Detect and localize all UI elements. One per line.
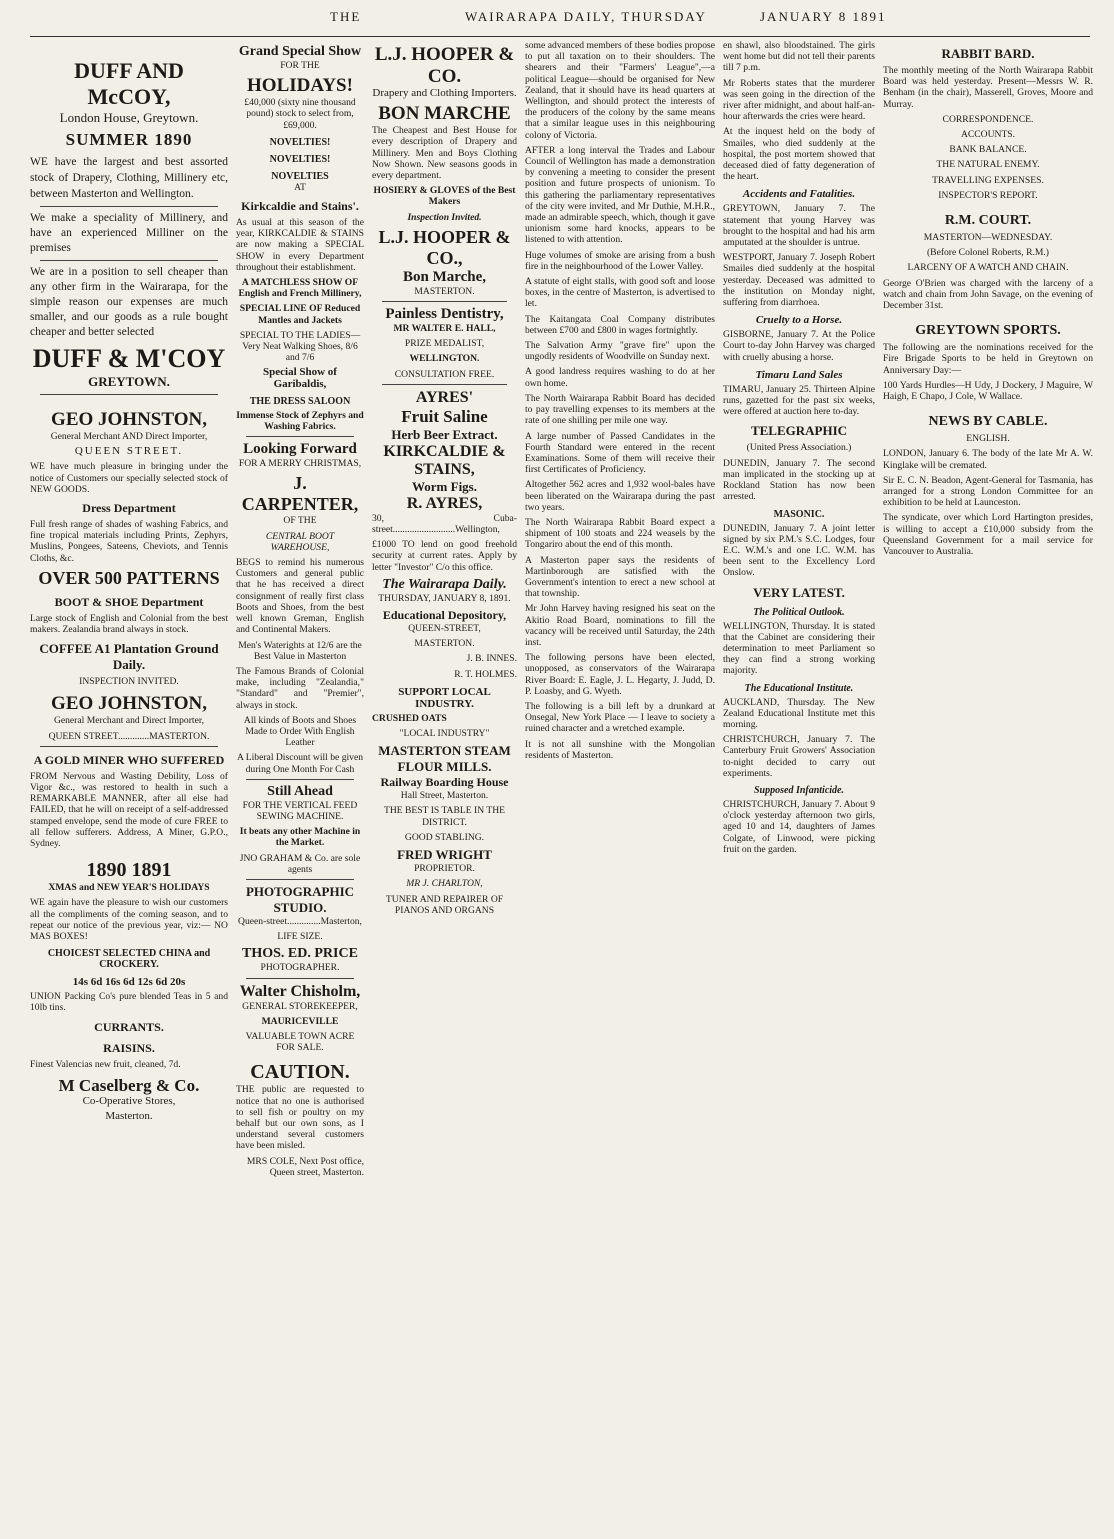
hall-street: Hall Street, Masterton. <box>400 790 489 802</box>
cuba-street: 30, Cuba-street..........................Wellington, <box>372 512 517 536</box>
kirkcaldie-heading: Kirkcaldie and Stains'. <box>241 199 359 214</box>
novelties-3: NOVELTIES <box>271 170 329 182</box>
paper-date: THURSDAY, JANUARY 8, 1891. <box>378 592 511 604</box>
land-sales-heading: Timaru Land Sales <box>755 368 843 381</box>
mauriceville: MAURICEVILLE <box>261 1015 339 1027</box>
shop-town: GREYTOWN. <box>88 374 170 389</box>
news-paragraph: DUNEDIN, January 7. The second man implicated in the stocking up at Rockland Station has now been arrested. <box>723 457 875 503</box>
boarding-house: Railway Boarding House <box>380 775 509 790</box>
larceny-heading: LARCENY OF A WATCH AND CHAIN. <box>907 262 1069 274</box>
holmes-sign: R. T. HOLMES. <box>454 668 517 680</box>
show-title: Grand Special Show <box>238 44 362 59</box>
column-5 <box>723 40 875 1535</box>
news-paragraph: Mr John Harvey having resigned his seat on the Akitio Road Board, nominations to fill the vacancy will be received until Saturday, the 24th inst. <box>525 603 715 648</box>
news-paragraph: A statute of eight stalls, with good soft and loose boxes, in the centre of Masterton, is advertised to let. <box>525 276 715 310</box>
worm-figs: Worm Figs. <box>412 478 477 494</box>
sports-heading: GREYTOWN SPORTS. <box>915 323 1061 339</box>
looking-forward: Looking Forward <box>243 441 357 458</box>
warehouse-heading: CENTRAL BOOT WAREHOUSE, <box>265 530 335 553</box>
masterton-2: MASTERTON. <box>414 638 475 650</box>
millinery-notice: We make a speciality of Millinery, and have an experienced Milliner on the premises <box>30 212 228 254</box>
millinery-show: A MATCHLESS SHOW OF English and French Millinery, <box>238 277 362 300</box>
geo-street: QUEEN STREET. <box>74 445 184 458</box>
shop-intro: WE have the largest and best assorted stock of Drapery, Clothing, Millinery etc, between Masterton and Wellington. <box>30 156 228 200</box>
institute-heading: The Educational Institute. <box>744 682 854 694</box>
raisins-heading: RAISINS. <box>103 1040 155 1055</box>
currants-heading: CURRANTS. <box>94 1019 164 1034</box>
photographer-name: THOS. ED. PRICE <box>242 946 358 962</box>
bon-marche-2: Bon Marche, <box>402 268 487 285</box>
ayres-2: R. AYRES, <box>406 494 483 512</box>
caution-body: THE public are requested to notice that no one is authorised to sell fish or poultry on my behalf but our own sons, as I understand several customers have been misled. <box>236 1084 364 1152</box>
hosiery-heading: HOSIERY & GLOVES of the Best Makers <box>373 185 516 208</box>
herb-beer: Herb Beer Extract. <box>391 426 498 442</box>
correspondence-heading: CORRESPONDENCE. <box>942 113 1034 125</box>
prize-medalist: PRIZE MEDALIST, <box>404 338 485 350</box>
photo-address: Queen-street..............Masterton, <box>238 915 362 927</box>
news-paragraph: TIMARU, January 25. Thirteen Alpine runs, gazetted for the past six weeks, were offered at auction here to-day. <box>723 383 875 418</box>
news-paragraph: DUNEDIN, January 7. A joint letter signed by six P.M.'s S.C. Lodges, four E.C. W.M.'s and one I.C. W.M. has been sent to the Excellency Lord Onslow. <box>723 522 875 579</box>
dress-heading: Dress Department <box>82 501 176 516</box>
inspector-heading: INSPECTOR'S REPORT. <box>938 189 1038 201</box>
court-location: MASTERTON—WEDNESDAY. <box>923 232 1053 244</box>
queen-street: QUEEN-STREET, <box>408 623 481 635</box>
news-paragraph: The monthly meeting of the North Wairarapa Rabbit Board was held yesterday. Present—Messrs W. R. Benham (in the chair), Masserell, Groves, Moore and Murray. <box>883 65 1093 110</box>
carpenter-title: J. CARPENTER, <box>241 473 359 515</box>
divider <box>382 301 507 302</box>
crockery-notice: CHOICEST SELECTED CHINA and CROCKERY. <box>47 948 211 971</box>
press-association: (United Press Association.) <box>746 442 852 454</box>
caution-signature: MRS COLE, Next Post office, Queen street, Masterton. <box>246 1155 364 1178</box>
dentistry-title: Painless Dentistry, <box>385 306 504 323</box>
shop-title: DUFF AND McCOY, <box>74 58 184 109</box>
made-to-order: All kinds of Boots and Shoes Made to Order With English Leather <box>243 714 357 749</box>
mantles-heading: SPECIAL LINE OF Reduced Mantles and Jackets <box>239 303 361 326</box>
news-paragraph: Huge volumes of smoke are arising from a bush fire in the neighbourhood of the Lower Valley. <box>525 249 715 272</box>
divider <box>40 260 218 261</box>
court-before: (Before Colonel Roberts, R.M.) <box>926 247 1050 259</box>
for-the: FOR THE <box>280 60 320 71</box>
coffee-notice: COFFEE A1 Plantation Ground Daily. <box>39 641 219 673</box>
bon-body: The Cheapest and Best House for every description of Drapery and Millinery. Men and Boys Clothing Now Shown. New seasons goods in every department. <box>372 125 517 182</box>
photographer-title: PHOTOGRAPHER. <box>260 962 340 974</box>
geo-subtitle: General Merchant AND Direct Importer, <box>50 431 208 442</box>
divider <box>246 436 354 437</box>
final-line: Finest Valencias new fruit, cleaned, 7d. <box>30 1058 181 1070</box>
sewing-machine: FOR THE VERTICAL FEED SEWING MACHINE. <box>242 799 358 822</box>
masthead <box>0 0 1114 34</box>
fruit-saline: Fruit Saline <box>401 406 488 426</box>
flour-mills: MASTERTON STEAM FLOUR MILLS. <box>378 743 511 775</box>
kirkcaldie-body: As usual at this season of the year, KIRKCALDIE & STAINS are now making a SPECIAL SHOW in every Department throughout their establishment. <box>236 217 364 273</box>
kirkcaldie-2: KIRKCALDIE & STAINS, <box>383 442 506 478</box>
tuner: TUNER AND REPAIRER OF PIANOS AND ORGANS <box>385 893 504 916</box>
accidents-heading: Accidents and Fatalities. <box>742 188 856 201</box>
beats-heading: It beats any other Machine in the Market. <box>239 826 361 849</box>
tea-prices: 14s 6d 16s 6d 12s 6d 20s <box>72 976 186 989</box>
xmas-heading: XMAS and NEW YEAR'S HOLIDAYS <box>48 882 210 894</box>
boot-body: Large stock of English and Colonial from the best makers. Zealandia brand always in stock. <box>30 612 228 636</box>
boot-heading: BOOT & SHOE Department <box>54 594 204 609</box>
position-notice: We are in a position to sell cheaper than any other firm in the Wairarapa, for the simple reason our expenses are much smaller, and our goods as a rule bought cheaper and better selected <box>30 266 228 338</box>
discount-notice: A Liberal Discount will be given during One Month For Cash <box>236 752 364 775</box>
still-ahead: Still Ahead <box>267 783 333 799</box>
coop-subtitle: Co-Operative Stores, <box>82 1094 176 1107</box>
news-paragraph: The following is a bill left by a drunkard at Onsegal, New York Place — I leave to society a ruined character and a wretched example. <box>525 700 715 735</box>
rm-court-heading: R.M. COURT. <box>944 213 1032 229</box>
news-paragraph: A large number of Passed Candidates in the Fourth Standard were entered in the recent Examinations. Some of them will receive their first Certificates of Proficiency. <box>525 430 715 476</box>
political-heading: The Political Outlook. <box>753 606 845 618</box>
bon-marche: BON MARCHE <box>378 103 511 125</box>
at-label: AT <box>294 181 306 193</box>
news-paragraph: AUCKLAND, Thursday. The New Zealand Educational Institute met this morning. <box>723 696 875 730</box>
news-paragraph: The North Wairarapa Rabbit Board has decided to pay travelling expenses to its members at the rate of one shilling per mile one way. <box>525 392 715 427</box>
masthead-center: WAIRARAPA DAILY, THURSDAY <box>465 9 707 24</box>
proprietor: PROPRIETOR. <box>414 863 475 875</box>
geo-title-2: GEO JOHNSTON, <box>51 693 207 715</box>
brands-notice: The Famous Brands of Colonial make, including "Zealandia," "Standard" and "Premier", always in stock. <box>236 665 364 711</box>
patterns-count: OVER 500 PATTERNS <box>38 567 220 588</box>
divider <box>40 746 218 747</box>
storekeeper: GENERAL STOREKEEPER, <box>242 1000 358 1012</box>
local-industry-quote: "LOCAL INDUSTRY" <box>399 728 490 740</box>
draper-line: Drapery and Clothing Importers. <box>372 87 517 99</box>
news-paragraph: WESTPORT, January 7. Joseph Robert Smailes died suddenly at the hospital yesterday. Deceased was admitted to the institution on Monday night, suffering from diarrhoea. <box>723 252 875 309</box>
hooper-title-2: L.J. HOOPER & CO., <box>378 226 511 268</box>
column-1 <box>30 40 228 1535</box>
warehouse-body: BEGS to remind his numerous Customers and general public that he has received a direct consignment of really first class Boots and Shoes, from the best well known Greman, English and Continental Makers. <box>236 557 364 636</box>
news-paragraph: A Masterton paper says the residents of Martinborough are satisfied with the Government's intention to erect a new school at that township. <box>525 554 715 600</box>
news-paragraph: CHRISTCHURCH, January 7. About 9 o'clock yesterday afternoon two girls, aged 10 and 14, daughters of James Colgate, of Linwood, were picking fruit on the garden. <box>723 798 875 855</box>
union-teas: UNION Packing Co's pure blended Teas in 5 and 10lb tins. <box>30 991 228 1014</box>
masthead-left: THE <box>330 9 362 24</box>
chisholm-title: Walter Chisholm, <box>239 982 361 1000</box>
divider <box>246 879 354 880</box>
natural-enemy-heading: THE NATURAL ENEMY. <box>936 159 1040 171</box>
stabling: GOOD STABLING. <box>404 831 485 843</box>
summer-heading: SUMMER 1890 <box>65 130 193 149</box>
gold-miner-heading: A GOLD MINER WHO SUFFERED <box>33 752 225 767</box>
masterton: MASTERTON. <box>414 285 475 297</box>
divider <box>40 394 218 395</box>
ayres-title: AYRES' <box>415 388 474 406</box>
news-paragraph: LONDON, January 6. The body of the late Mr A. W. Kinglake will be cremated. <box>883 448 1093 471</box>
news-paragraph: Mr Roberts states that the murderer was seen going in the direction of the river after midnight, and about half-an-hour afterwards the cries were heard. <box>723 77 875 123</box>
best-table: THE BEST IS TABLE IN THE DISTRICT. <box>383 805 506 828</box>
waterights-notice: Men's Waterights at 12/6 are the Best Value in Masterton <box>238 639 362 662</box>
news-paragraph: AFTER a long interval the Trades and Labour Council of Wellington has made a demonstration by convening a meeting to consider the present position and future prospects of unionism. To this gathering the parliamentary representatives of the city were invited, and Mr Duthie, M.H.R., made an admirable speech, which, though it gave unionism some hard knocks, appears to be listened to with attention. <box>525 144 715 246</box>
cable-heading: NEWS BY CABLE. <box>928 414 1048 430</box>
news-paragraph: At the inquest held on the body of Smailes, who died suddenly at the hospital, the post mortem showed that deceased died of fatty degeneration of the heart. <box>723 126 875 183</box>
news-paragraph: Sir E. C. N. Beadon, Agent-General for Tasmania, has arranged for a strong London Committee for an exhibition to be held at Launceston. <box>883 474 1093 509</box>
news-paragraph: The North Wairarapa Rabbit Board expect a shipment of 100 stoats and 224 weasels by the Tongariro about the end of this month. <box>525 516 715 551</box>
divider <box>382 384 507 385</box>
innes-sign: J. B. INNES. <box>466 653 517 665</box>
photo-studio: PHOTOGRAPHIC STUDIO. <box>245 883 355 915</box>
column-2 <box>236 40 364 1535</box>
wellington: WELLINGTON. <box>409 353 480 365</box>
masonic-heading: MASONIC. <box>773 508 825 520</box>
news-paragraph: George O'Brien was charged with the larceny of a watch and chain from John Savage, on the evening of December 31st. <box>883 277 1093 312</box>
paper-title: The Wairarapa Daily. <box>382 576 507 592</box>
novelties-1: NOVELTIES! <box>269 136 331 148</box>
news-paragraph: The Kaitangata Coal Company distributes between £700 and £800 in wages fortnightly. <box>525 313 715 336</box>
news-paragraph: A good landress requires washing to do at her own home. <box>525 366 715 389</box>
town-acre: VALUABLE TOWN ACRE FOR SALE. <box>245 1030 355 1054</box>
caution-title: CAUTION. <box>250 1061 350 1084</box>
cruelty-heading: Cruelty to a Horse. <box>755 314 843 327</box>
coop-title: M Caselberg & Co. <box>58 1075 200 1095</box>
zephyrs-heading: Immense Stock of Zephyrs and Washing Fabrics. <box>236 409 364 433</box>
bank-balance-heading: BANK BALANCE. <box>949 144 1027 156</box>
garibaldis-heading: Special Show of Garibaldis, <box>263 366 337 390</box>
divider <box>246 978 354 979</box>
shop-big-name: DUFF & M'COY <box>32 344 226 373</box>
inspection-invited: INSPECTION INVITED. <box>79 676 179 688</box>
news-paragraph: The syndicate, over which Lord Hartington presides, is willing to accept a £10,000 subsidy from the Queensland Government for a mail service for Vancouver to Australia. <box>883 512 1093 558</box>
geo-street-2: QUEEN STREET.............MASTERTON. <box>48 730 210 742</box>
life-size: LIFE SIZE. <box>277 931 323 943</box>
news-paragraph: It is not all sunshine with the Mongolian residents of Masterton. <box>525 738 715 761</box>
news-paragraph: GREYTOWN, January 7. The statement that young Harvey was brought to the hospital and had his arm amputated at the shoulder is untrue. <box>723 203 875 249</box>
shop-subtitle: London House, Greytown. <box>59 110 199 125</box>
of-the: OF THE <box>283 515 317 527</box>
news-paragraph: en shawl, also bloodstained. The girls went home but did not tell their parents till 7 p.m. <box>723 40 875 74</box>
news-paragraph: CHRISTCHURCH, January 7. The Canterbury Fruit Growers' Association to-night decided to carry out experiments. <box>723 734 875 779</box>
rabbit-board-heading: RABBIT BARD. <box>941 46 1035 61</box>
geo-body: WE have much pleasure in bringing under the notice of Customers our specially selected stock of NEW GOODS. <box>30 461 228 495</box>
divider <box>246 779 354 780</box>
novelties-2: NOVELTIES! <box>269 153 331 165</box>
masthead-rule <box>30 36 1090 37</box>
column-4 <box>525 40 715 1535</box>
holidays-title: HOLIDAYS! <box>247 75 353 97</box>
geo-title: GEO JOHNSTON, <box>51 409 207 430</box>
crushed-oats: CRUSHED OATS <box>372 712 447 724</box>
news-paragraph: The following are the nominations received for the Fire Brigade Sports to be held in Greytown on Anniversary Day:— <box>883 342 1093 376</box>
very-latest-heading: VERY LATEST. <box>753 584 845 600</box>
masthead-right: JANUARY 8 1891 <box>760 9 887 24</box>
merry-christmas: FOR A MERRY CHRISTMAS, <box>238 458 362 470</box>
consultation: CONSULTATION FREE. <box>394 368 495 380</box>
hooper-title: L.J. HOOPER & CO. <box>374 44 515 87</box>
local-industry: SUPPORT LOCAL INDUSTRY. <box>398 685 491 710</box>
news-paragraph: The Salvation Army "grave fire" upon the ungodly residents of Woodville on Sunday next. <box>525 340 715 363</box>
column-6 <box>883 40 1093 1535</box>
agents-notice: JNO GRAHAM & Co. are sole agents <box>239 852 361 875</box>
dress-saloon: THE DRESS SALOON <box>249 395 351 407</box>
english-heading: ENGLISH. <box>966 433 1010 445</box>
coop-town: Masterton. <box>105 1110 153 1123</box>
stock-value: £40,000 (sixty nine thousand pound) stock to select from, £69,000. <box>244 97 356 131</box>
fred-wright: FRED WRIGHT <box>397 847 492 863</box>
charlton: MR J. CHARLTON, <box>406 878 483 890</box>
column-3 <box>372 40 517 1535</box>
divider <box>40 206 218 207</box>
news-paragraph: GISBORNE, January 7. At the Police Court to-day John Harvey was charged with cruelly abusing a horse. <box>723 329 875 363</box>
news-paragraph: 100 Yards Hurdles—H Udy, J Dockery, J Maguire, W Haigh, E Chapo, J Cole, W Wallace. <box>883 379 1093 403</box>
gold-miner-body: FROM Nervous and Wasting Debility, Loss of Vigor &c., was restored to health in such a REMARKABLE MANNER, after all else had FAILED, that he will on receipt of a self-addressed stamped envelope, send the mode of cure FREE to all fellow sufferers. Address, A Miner, G.P.O., Sydney. <box>30 770 228 850</box>
dentist-name: MR WALTER E. HALL, <box>393 323 496 335</box>
travelling-heading: TRAVELLING EXPENSES. <box>932 174 1044 186</box>
telegraphic-heading: TELEGRAPHIC <box>750 423 848 439</box>
shoes-notice: SPECIAL TO THE LADIES— Very Neat Walking Shoes, 8/6 and 7/6 <box>239 329 361 364</box>
accounts-heading: ACCOUNTS. <box>960 129 1016 141</box>
depository: Educational Depository, <box>382 608 507 623</box>
inspection-invited-2: Inspection Invited. <box>407 211 482 223</box>
news-paragraph: The following persons have been elected, unopposed, as conservators of the Wairarapa River Board: E. Eagle, J. L. Hegarty, J. Judd, D. P. Loasby, and G. Wyeth. <box>525 652 715 697</box>
geo-subtitle-2: General Merchant and Direct Importer, <box>53 715 205 727</box>
news-paragraph: some advanced members of these bodies propose to put all taxation on to their shoulders. The shearers and their "Farmers' League",—a political League—should be organised for New Zealand, that it should have its head quarters at Wellington, and should protect the interests of the producers of the colony by the same means that a similar league uses in this neighbouring colony of Victoria. <box>525 40 715 141</box>
infanticide-heading: Supposed Infanticide. <box>753 784 844 796</box>
news-paragraph: Altogether 562 acres and 1,932 wool-bales have been liberated on the Wairarapa during the past two years. <box>525 479 715 513</box>
dress-body: Full fresh range of shades of washing Fabrics, and fine tropical materials including Prints, Zephyrs, Muslins, Pongees, Sateens, Cheviots, and Tennis Cloths, &c. <box>30 519 228 564</box>
news-paragraph: WELLINGTON, Thursday. It is stated that the Cabinet are considering their determination to meet Parliament so they can find a strong working majority. <box>723 620 875 677</box>
years-heading: 1890 1891 <box>86 859 172 882</box>
lend-notice: £1000 TO lend on good freehold security at current rates. Apply by letter "Investor" C/o this office. <box>372 539 517 573</box>
xmas-body: WE again have the pleasure to wish our customers all the compliments of the coming season, and to repeat our notice of the previous year, viz:— NO MAS BOXES! <box>30 897 228 943</box>
